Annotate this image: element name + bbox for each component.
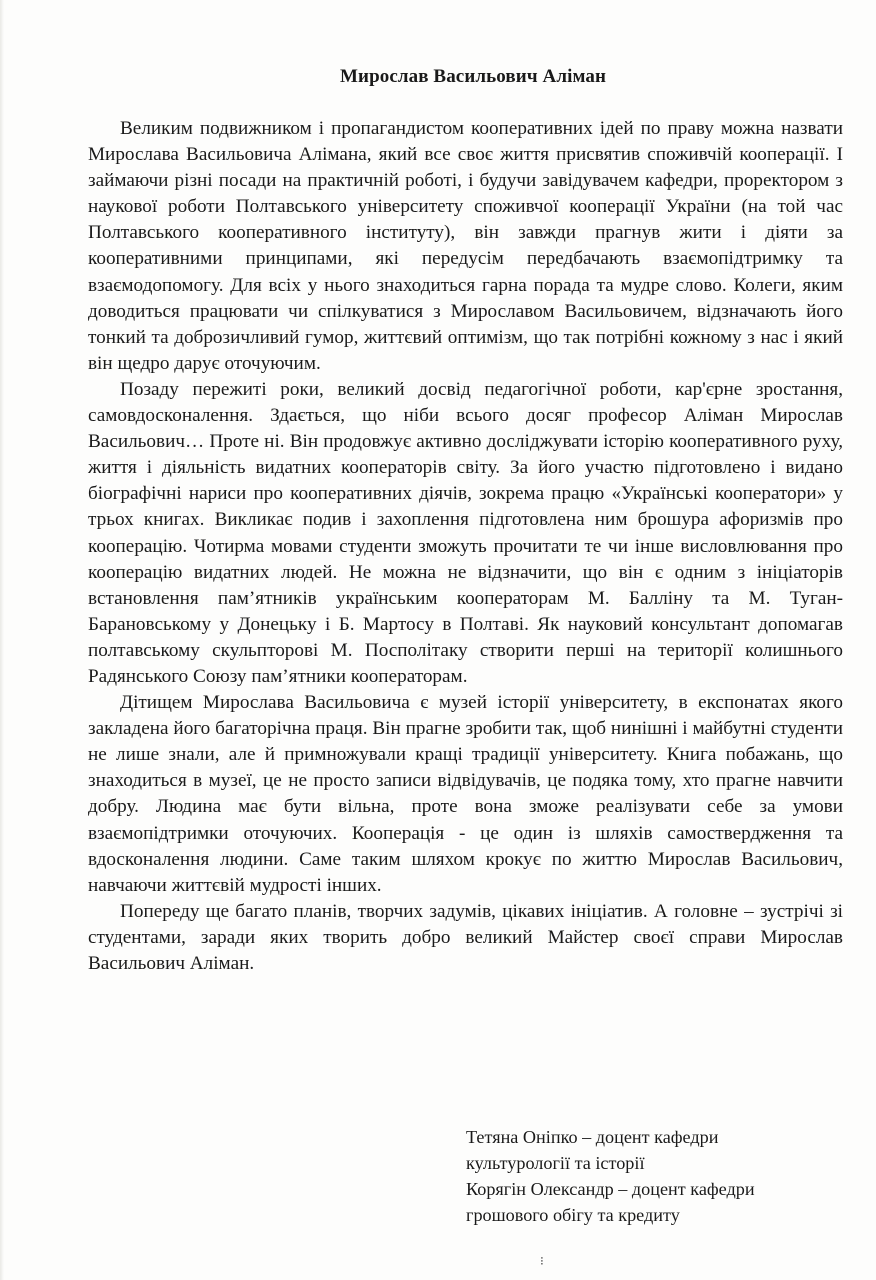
scan-edge [0, 0, 4, 1280]
paragraph-1: Великим подвижником і пропагандистом кооперативних ідей по праву можна назвати Мирослава Васильовича Алімана, який все своє життя присвятив споживчій кооперації. І займаючи різні посади на практичній роботі, і будучи завідувачем кафедри, проректором з наукової роботи Полтавського університету споживчої кооперації України (на той час Полтавського кооперативного інституту), він завжди прагнув жити і діяти за кооперативними принципами, які передусім передбачають взаємопідтримку та взаємодопомогу. Для всіх у нього знаходиться гарна порада та мудре слово. Колеги, яким доводиться працювати чи спілкуватися з Мирославом Васильовичем, відзначають його тонкий та доброзичливий гумор, життєвий оптимізм, що так потрібні кожному з нас і який він щедро дарує оточуючим. [88, 118, 843, 374]
signature-line-1: Тетяна Оніпко – доцент кафедри [466, 1127, 719, 1147]
document-body [88, 116, 843, 977]
paragraph-2: Позаду пережиті роки, великий досвід педагогічної роботи, кар'єрне зростання, самовдосконалення. Здається, що ніби всього досяг професор Аліман Мирослав Васильович… Проте ні. Він продовжує активно досліджувати історію кооперативного руху, життя і діяльність видатних кооператорів світу. За його участю підготовлено і видано біографічні нариси про кооперативних діячів, зокрема працю «Українські кооператори» у трьох книгах. Викликає подив і захоплення підготовлена ним брошура афоризмів про кооперацію. Чотирма мовами студенти зможуть прочитати те чи інше висловлювання про кооперацію видатних людей. Не можна не відзначити, що він є одним з ініціаторів встановлення пам’ятників українським кооператорам М. Балліну та М. Туган-Барановському у Донецьку і Б. Мартосу в Полтаві. Як науковий консультант допомагав полтавському скульпторові М. Посполітаку створити перші на території колишнього Радянського Союзу пам’ятники кооператорам. [88, 378, 843, 687]
signature-line-2: культурології та історії [466, 1153, 645, 1173]
footer-mark: ⁝ [540, 1254, 544, 1268]
paragraph-3: Дітищем Мирослава Васильовича є музей історії університету, в експонатах якого закладена його багаторічна праця. Він прагне зробити так, щоб нинішні і майбутні студенти не лише знали, але й примножували кращі традиції університету. Книга побажань, що знаходиться в музеї, це не просто записи відвідувачів, це подяка тому, хто прагне навчити добру. Людина має бути вільна, проте вона зможе реалізувати себе за умови взаємопідтримки оточуючих. Кооперація - це один із шляхів самоствердження та вдосконалення людини. Саме таким шляхом крокує по життю Мирослав Васильович, навчаючи життєвій мудрості інших. [88, 692, 843, 896]
signature-line-4: грошового обігу та кредиту [466, 1205, 680, 1225]
document-title: Мирослав Васильович Аліман [339, 66, 607, 87]
paragraph-4: Попереду ще багато планів, творчих задумів, цікавих ініціатив. А головне – зустрічі зі студентами, заради яких творить добро великий Майстер своєї справи Мирослав Васильович Аліман. [88, 900, 843, 974]
signature-block [466, 1124, 846, 1228]
signature-line-3: Корягін Олександр – доцент кафедри [466, 1179, 755, 1199]
